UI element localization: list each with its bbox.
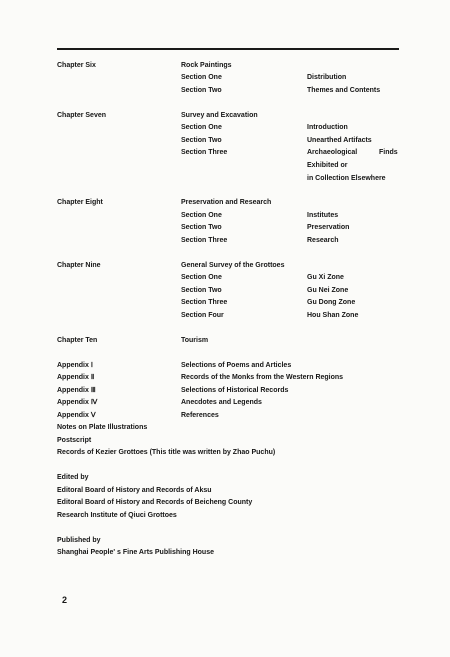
chapter-title: Tourism (181, 337, 209, 344)
appendix-title: Selections of Historical Records (181, 387, 289, 394)
section-row (0, 210, 450, 222)
section-title: Gu Xi Zone (307, 274, 344, 281)
section-row (0, 135, 450, 147)
chapter-label: Chapter Six (57, 62, 96, 69)
chapter-label: Chapter Seven (57, 112, 107, 119)
section-row (0, 310, 450, 322)
top-rule (57, 48, 399, 50)
section-title: Institutes (307, 212, 339, 219)
publisher-row (0, 547, 450, 559)
section-label: Section Three (181, 299, 228, 306)
section-label: Section Two (181, 287, 222, 294)
page-number: 2 (62, 595, 68, 605)
section-title-continued: Exhibited or (307, 162, 348, 169)
appendix-row (0, 372, 450, 384)
back-matter-row (0, 447, 450, 459)
appendix-row (0, 410, 450, 422)
appendix-label: Appendix Ⅱ (57, 374, 95, 381)
edited-by-label: Edited by (57, 474, 89, 481)
appendix-label: Appendix Ⅰ (57, 362, 93, 369)
appendix-row (0, 397, 450, 409)
back-matter-row (0, 422, 450, 434)
editor-name: Editoral Board of History and Records of Aksu (57, 487, 212, 494)
chapter-row (0, 260, 450, 272)
appendix-label: Appendix Ⅴ (57, 412, 96, 419)
section-title: Introduction (307, 124, 348, 131)
section-title: Themes and Contents (307, 87, 381, 94)
published-by-label: Published by (57, 537, 101, 544)
back-matter-row (0, 435, 450, 447)
section-row (0, 222, 450, 234)
chapter-title: Rock Paintings (181, 62, 232, 69)
section-label: Section One (181, 74, 222, 81)
chapter-row (0, 110, 450, 122)
section-title: Gu Nei Zone (307, 287, 349, 294)
section-label: Section Two (181, 224, 222, 231)
section-title: Distribution (307, 74, 347, 81)
section-label: Section Three (181, 237, 228, 244)
continuation-row (0, 173, 450, 185)
section-label: Section Two (181, 87, 222, 94)
appendix-row (0, 360, 450, 372)
appendix-title: Records of the Monks from the Western Regions (181, 374, 344, 381)
section-title: Archaeological (307, 149, 358, 156)
chapter-label: Chapter Eight (57, 199, 103, 206)
section-row (0, 72, 450, 84)
chapter-row (0, 197, 450, 209)
appendix-title: Anecdotes and Legends (181, 399, 262, 406)
back-matter-item: Records of Kezier Grottoes (This title was written by Zhao Puchu) (57, 449, 276, 456)
appendix-label: Appendix Ⅳ (57, 399, 98, 406)
section-label: Section One (181, 274, 222, 281)
section-title-continued: in Collection Elsewhere (307, 175, 386, 182)
editor-name: Editoral Board of History and Records of Beicheng County (57, 499, 253, 506)
section-label: Section Two (181, 137, 222, 144)
section-title: Research (307, 237, 339, 244)
appendix-title: Selections of Poems and Articles (181, 362, 292, 369)
editor-row (0, 510, 450, 522)
section-row (0, 272, 450, 284)
section-row (0, 85, 450, 97)
chapter-title: Preservation and Research (181, 199, 272, 206)
chapter-title: Survey and Excavation (181, 112, 258, 119)
chapter-title: General Survey of the Grottoes (181, 262, 285, 269)
section-label: Section One (181, 124, 222, 131)
section-title-extra: Finds (379, 149, 398, 156)
section-title: Hou Shan Zone (307, 312, 359, 319)
published-by-label-row (0, 535, 450, 547)
appendix-row (0, 385, 450, 397)
section-title: Preservation (307, 224, 350, 231)
editor-row (0, 497, 450, 509)
section-label: Section Four (181, 312, 224, 319)
section-label: Section One (181, 212, 222, 219)
back-matter-item: Notes on Plate Illustrations (57, 424, 148, 431)
chapter-label: Chapter Nine (57, 262, 101, 269)
appendix-label: Appendix Ⅲ (57, 387, 96, 394)
edited-by-label-row (0, 472, 450, 484)
appendix-title: References (181, 412, 219, 419)
back-matter-item: Postscript (57, 437, 92, 444)
chapter-row (0, 335, 450, 347)
continuation-row (0, 160, 450, 172)
publisher-name: Shanghai People' s Fine Arts Publishing House (57, 549, 214, 556)
section-title: Gu Dong Zone (307, 299, 356, 306)
section-title: Unearthed Artifacts (307, 137, 372, 144)
section-row (0, 147, 450, 159)
section-row (0, 235, 450, 247)
editor-row (0, 485, 450, 497)
chapter-label: Chapter Ten (57, 337, 98, 344)
section-row (0, 297, 450, 309)
section-label: Section Three (181, 149, 228, 156)
section-row (0, 285, 450, 297)
editor-name: Research Institute of Qiuci Grottoes (57, 512, 177, 519)
section-row (0, 122, 450, 134)
chapter-row (0, 60, 450, 72)
